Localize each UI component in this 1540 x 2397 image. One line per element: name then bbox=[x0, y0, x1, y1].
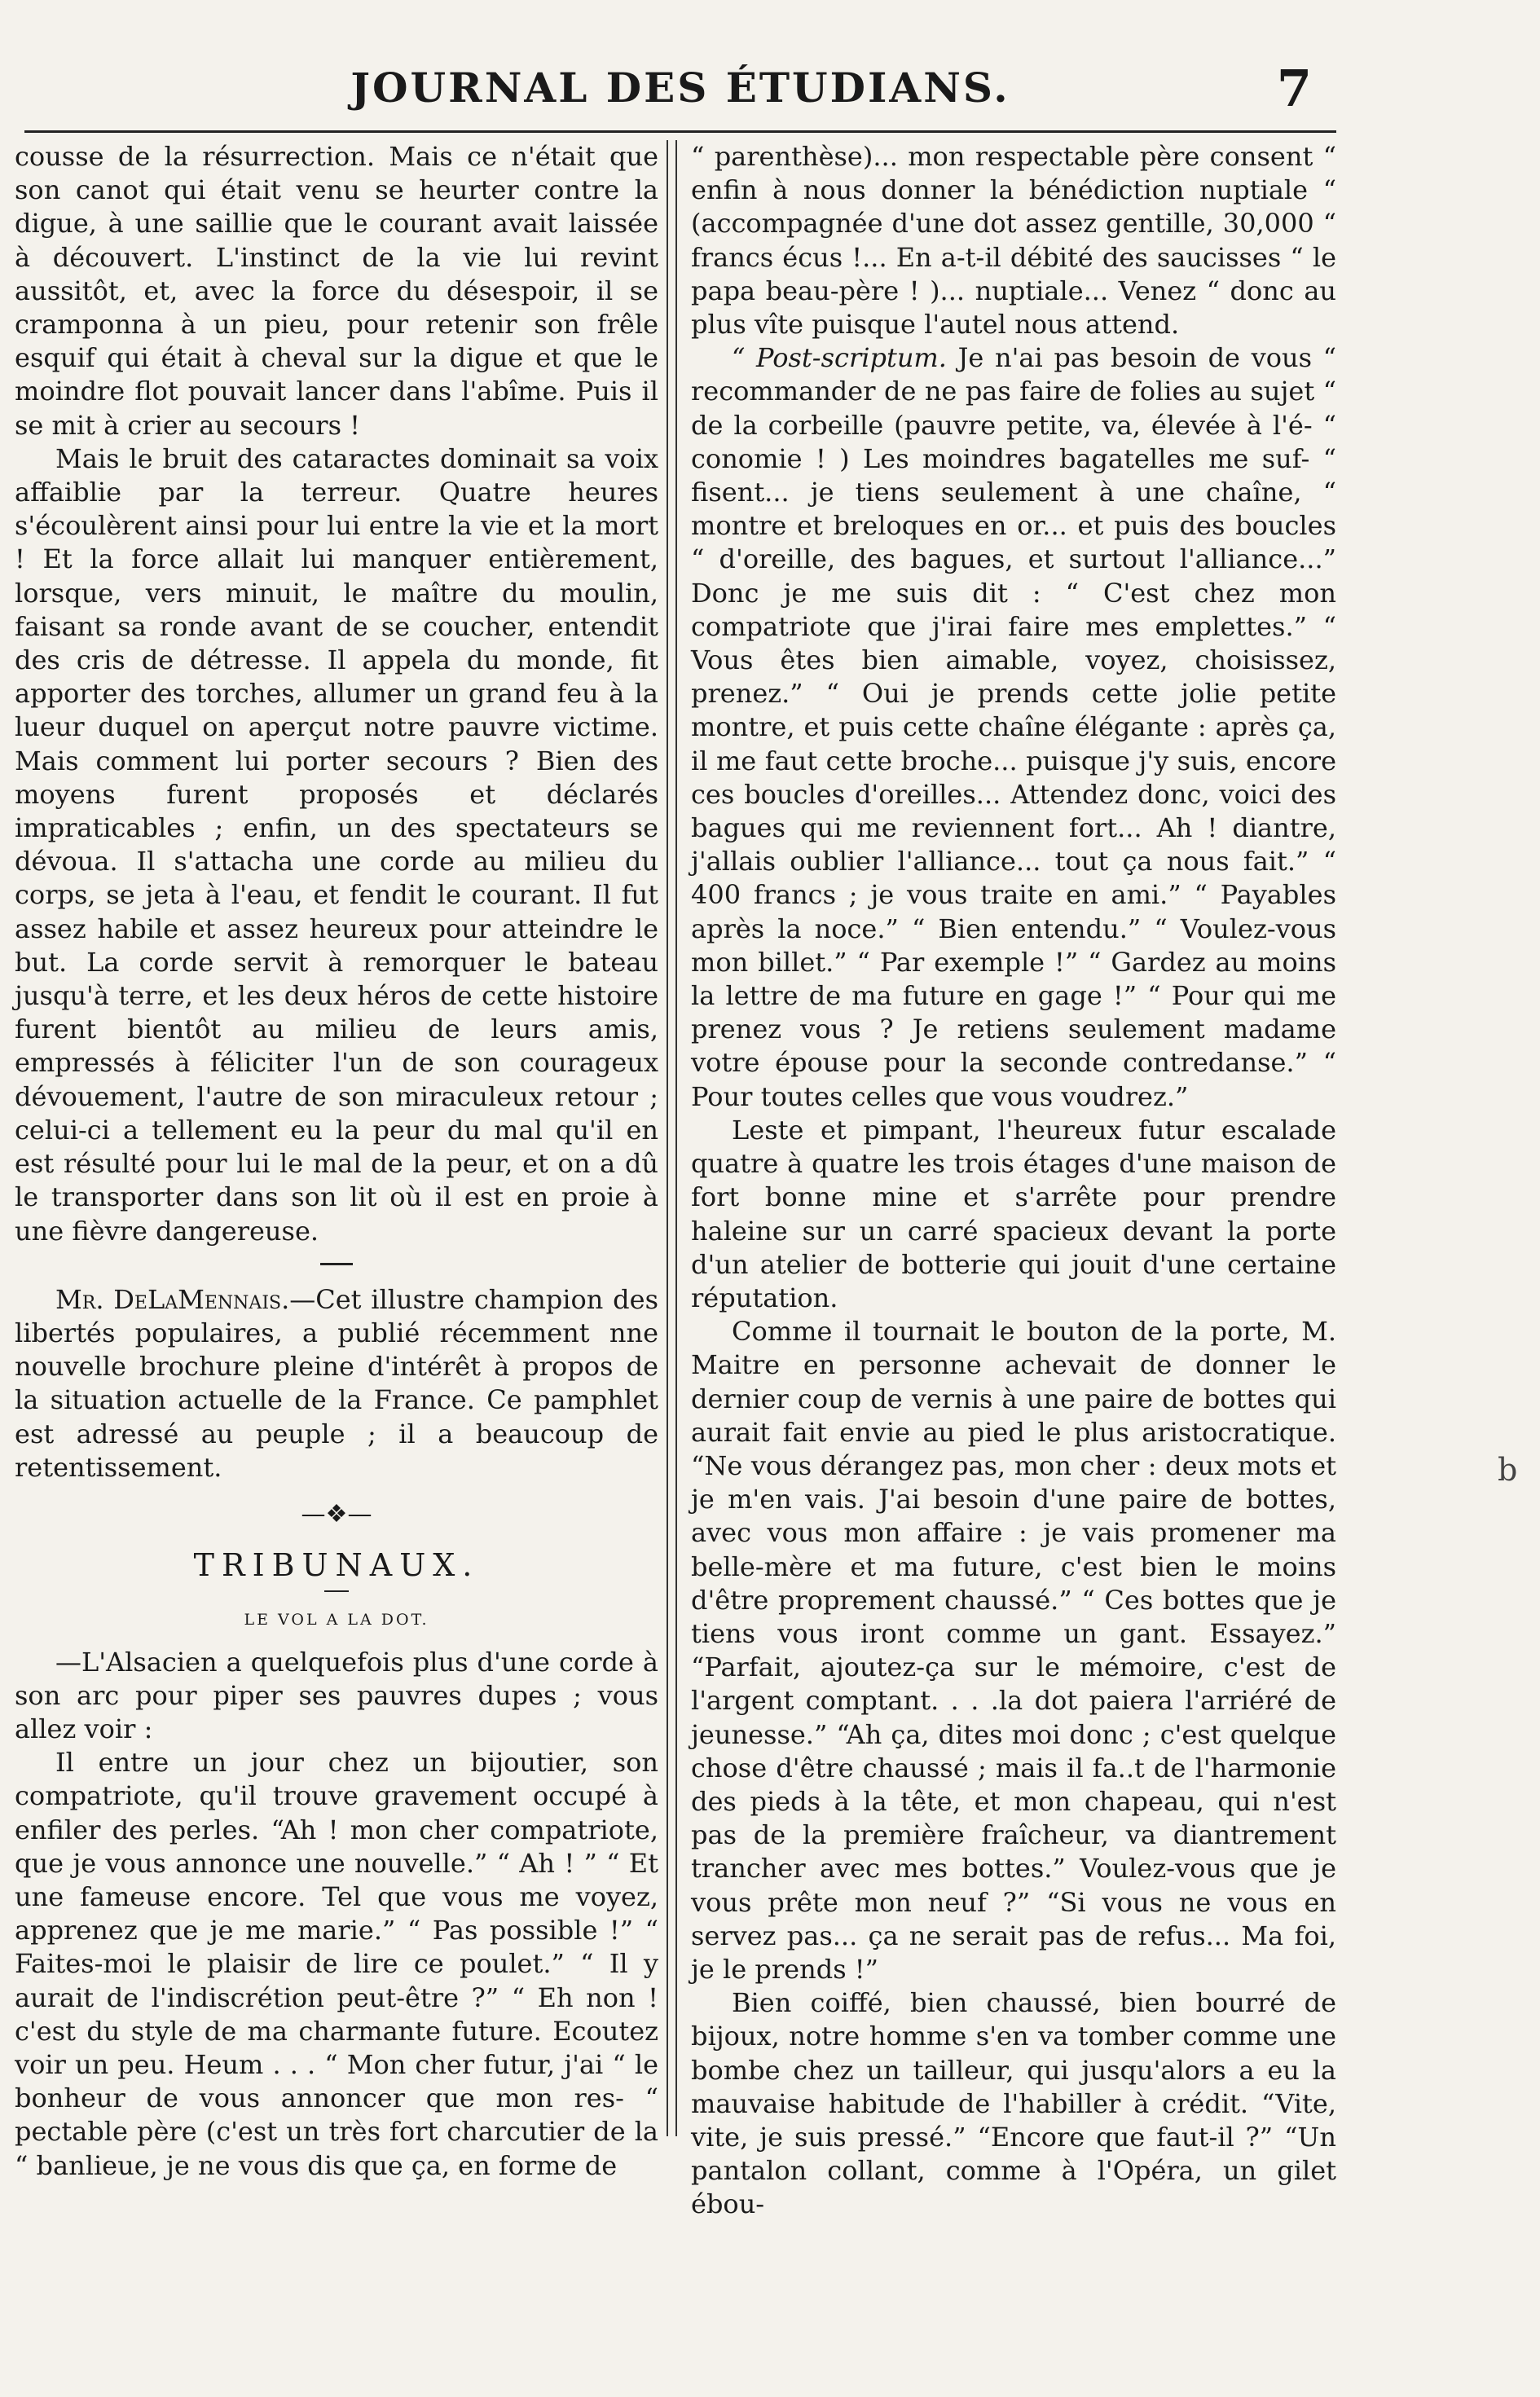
paragraph-cataracts: Mais le bruit des cataractes dominait sa voix affaiblie par la terreur. Quatre heures s'écoulèrent ainsi pour lui entre la vie et la mort ! Et la force allait lui manquer entièrement, lorsque, vers minuit, le maître du moulin, faisant sa ronde avant de se coucher, entendit des cris de détresse. Il appela du monde, fit apporter des torches, allumer un grand feu à la lueur duquel on aperçut notre pauvre victime. Mais comment lui porter secours ? Bien des moyens furent proposés et déclarés impraticables ; enfin, un des spectateurs se dévoua. Il s'attacha une corde au milieu du corps, se jeta à l'eau, et fendit le courant. Il fut assez habile et assez heureux pour atteindre le but. La corde servit à remorquer le bateau jusqu'à terre, et les deux héros de cette histoire furent bientôt au milieu de leurs amis, empressés à féliciter l'un de son courageux dévouement, l'autre de son miraculeux retour ; celui-ci a tellement eu la peur du mal qu'il en est résulté pour lui le mal de la peur, et on a dû le transporter dans son lit où il est en proie à une fièvre dangereuse. bbox=[15, 442, 658, 1247]
post-scriptum-text: Je n'ai pas besoin de vous “ recommander de ne pas faire de folies au sujet “ de la corbeille (pauvre petite, va, élevée à l'é- “ conomie ! ) Les moindres bagatelles me suf- “ fisent... je tiens seulement à une chaîne, “ montre et breloques en or... et puis des boucles “ d'oreille, des bagues, et surtout l'alliance...” Donc je me suis dit : “ C'est chez mon compatriote que j'irai faire mes emplettes.” “ Vous êtes bien aimable, voyez, choisissez, prenez.” “ Oui je prends cette jolie petite montre, et puis cette chaîne élégante : après ça, il me faut cette broche... puisque j'y suis, encore ces boucles d'oreilles... Attendez donc, voici des bagues qui me reviennent fort... Ah ! diantre, j'allais oublier l'alliance... tout ça nous fait.” “ 400 francs ; je vous traite en ami.” “ Payables après la noce.” “ Bien entendu.” “ Voulez-vous mon billet.” “ Par exemple !” “ Gardez au moins la lettre de ma future en gage !” “ Pour qui me prenez vous ? Je retiens seulement madame votre épouse pour la seconde contredanse.” “ Pour toutes celles que vous voudrez.” bbox=[691, 342, 1336, 1112]
journal-title: JOURNAL DES ÉTUDIANS. bbox=[350, 64, 1010, 112]
ornament-divider: —❖— bbox=[301, 1499, 372, 1528]
header-rule bbox=[24, 130, 1336, 133]
right-column bbox=[691, 140, 1336, 2222]
paragraph-delamennais bbox=[15, 1283, 658, 1484]
paragraph-bijoutier: Il entre un jour chez un bijoutier, son compatriote, qu'il trouve gravement occupé à enfiler des perles. “Ah ! mon cher compatriote, que je vous annonce une nouvelle.” “ Ah ! ” “ Et une fameuse encore. Tel que vous me voyez, apprenez que je me marie.” “ Pas possible !” “ Faites-moi le plaisir de lire ce poulet.” “ Il y aurait de l'indiscrétion peut-être ?” “ Eh non ! c'est du style de ma charmante future. Ecoutez voir un peu. Heum . . . “ Mon cher futur, j'ai “ le bonheur de vous annoncer que mon res- “ pectable père (c'est un très fort charcutier de la “ banlieue, je ne vous dis que ça, en forme de bbox=[15, 1747, 658, 2181]
section-divider bbox=[320, 1263, 353, 1265]
paragraph-leste: Leste et pimpant, l'heureux futur escalade quatre à quatre les trois étages d'une maison de fort bonne mine et s'arrête pour prendre haleine sur un carré spacieux devant la porte d'un atelier de botterie qui jouit d'une certaine réputation. bbox=[691, 1114, 1336, 1313]
delamennais-name: Mr. DeLaMennais. bbox=[55, 1283, 290, 1315]
paragraph-bottes: Comme il tournait le bouton de la porte, M. Maitre en personne achevait de donner le dernier coup de vernis à une paire de bottes qui aurait fait envie au pied le plus aristocratique. “Ne vous dérangez pas, mon cher : deux mots et je m'en vais. J'ai besoin d'une paire de bottes, avec vous mon affaire : je vais promener ma belle-mère et ma future, c'est bien le moins d'être proprement chaussé.” “ Ces bottes que je tiens vous iront comme un gant. Essayez.” “Parfait, ajoutez-ça sur le mémoire, c'est de l'argent comptant. . . .la dot paiera l'arriéré de jeunesse.” “Ah ça, dites moi donc ; c'est quelque chose d'être chaussé ; mais il fa..t de l'harmonie des pieds à la tête, et mon chapeau, qui n'est pas de la première fraîcheur, va diantrement trancher avec mes bottes.” Voulez-vous que je vous prête mon neuf ?” “Si vous ne vous en servez pas... ça ne serait pas de refus... Ma foi, je le prends !” bbox=[691, 1316, 1336, 1985]
paragraph-alsacien: —L'Alsacien a quelquefois plus d'une corde à son arc pour piper ses pauvres dupes ; vous allez voir : bbox=[15, 1646, 658, 1744]
paragraph-post-scriptum bbox=[691, 341, 1336, 1114]
post-scriptum-label: “ Post-scriptum. bbox=[732, 342, 947, 374]
paragraph-parenthese: “ parenthèse)... mon respectable père consent “ enfin à nous donner la bénédiction nuptiale “ (accompagnée d'une dot assez gentille, 30,000 “ francs écus !... En a-t-il débité des saucisses “ le papa beau-père ! )... nuptiale... Venez “ donc au plus vîte puisque l'autel nous attend. bbox=[691, 141, 1336, 341]
margin-mark: b bbox=[1498, 1452, 1518, 1488]
section-title-tribunaux: TRIBUNAUX. bbox=[193, 1547, 480, 1584]
paragraph-tailleur: Bien coiffé, bien chaussé, bien bourré de bijoux, notre homme s'en va tomber comme une bombe chez un tailleur, qui jusqu'alors a eu la mauvaise habitude de l'habiller à crédit. “Vite, vite, je suis pressé.” “Encore que faut-il ?” “Un pantalon collant, comme à l'Opéra, un gilet ébou- bbox=[691, 1987, 1336, 2220]
left-column bbox=[15, 140, 658, 2183]
paragraph-resurrection: cousse de la résurrection. Mais ce n'était que son canot qui était venu se heurter contre la digue, à une saillie que le courant avait laissée à découvert. L'instinct de la vie lui revint aussitôt, et, avec la force du désespoir, il se cramponna à un pieu, pour retenir son frêle esquif qui était à cheval sur la digue et que le moindre flot pouvait lancer dans l'abîme. Puis il se mit à crier au secours ! bbox=[15, 141, 658, 441]
page-number: 7 bbox=[1276, 59, 1312, 118]
column-divider bbox=[667, 140, 677, 2136]
delamennais-text: —Cet illustre champion des libertés populaires, a publié récemment nne nouvelle brochure pleine d'intérêt à propos de la situation actuelle de la France. Ce pamphlet est adressé au peuple ; il a beaucoup de retentissement. bbox=[15, 1283, 658, 1483]
title-rule bbox=[324, 1590, 349, 1592]
article-subtitle: LE VOL A LA DOT. bbox=[244, 1611, 429, 1630]
page-header bbox=[16, 55, 1344, 129]
